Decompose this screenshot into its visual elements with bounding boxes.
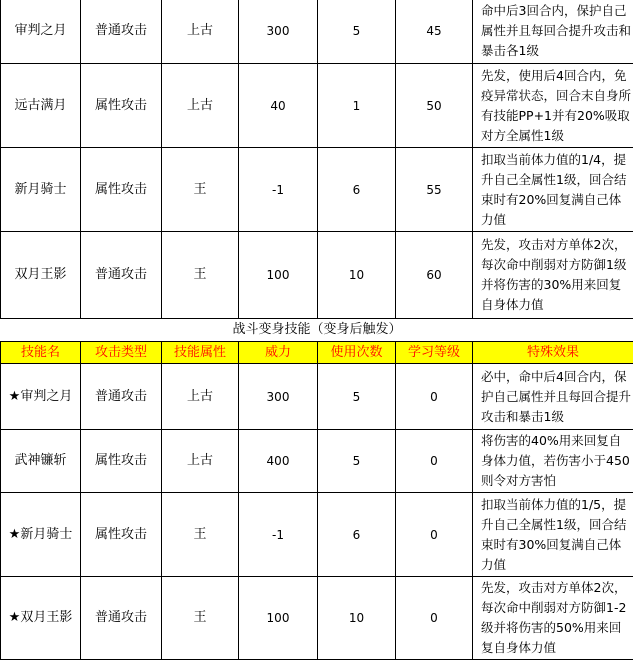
table-row [1,577,633,660]
attack-type: 属性攻击 [81,64,162,148]
attack-type: 属性攻击 [81,493,162,577]
attack-type: 普通攻击 [81,0,162,64]
header-row [1,342,633,364]
header-attack-type: 攻击类型 [81,342,162,364]
skill-uses: 1 [318,64,396,148]
attack-type: 普通攻击 [81,577,162,660]
header-skill-attribute: 技能属性 [162,342,239,364]
skill-attribute: 上古 [162,430,239,493]
skill-attribute: 王 [162,577,239,660]
special-effect: 先发，使用后4回合内，免疫异常状态，回合末自身所有技能PP+1并有20%吸取对方全属性1级 [473,64,633,148]
header-power: 威力 [239,342,318,364]
skill-name: 远古满月 [1,64,81,148]
skill-attribute: 王 [162,148,239,232]
special-effect: 命中后3回合内，保护自己属性并且每回合提升攻击和暴击各1级 [473,0,633,64]
skill-attribute: 上古 [162,364,239,430]
header-uses: 使用次数 [318,342,396,364]
skill-power: 100 [239,232,318,319]
special-effect: 扣取当前体力值的1/4，提升自己全属性1级，回合结束时有20%回复满自己体力值 [473,148,633,232]
skill-uses: 10 [318,577,396,660]
skill-attribute: 上古 [162,0,239,64]
special-effect: 必中，命中后4回合内，保护自己属性并且每回合提升攻击和暴击1级 [473,364,633,430]
skill-uses: 6 [318,493,396,577]
table-row [1,232,633,319]
skill-name: ★新月骑士 [1,493,81,577]
learn-level: 0 [396,577,473,660]
skill-uses: 10 [318,232,396,319]
skill-uses: 6 [318,148,396,232]
skill-power: 40 [239,64,318,148]
attack-type: 普通攻击 [81,364,162,430]
table-row [1,148,633,232]
skill-name: ★双月王影 [1,577,81,660]
skill-attribute: 王 [162,493,239,577]
header-special-effect: 特殊效果 [473,342,633,364]
skill-name: 武神镰斩 [1,430,81,493]
special-effect: 扣取当前体力值的1/5，提升自己全属性1级，回合结束时有30%回复满自己体力值 [473,493,633,577]
learn-level: 0 [396,493,473,577]
learn-level: 0 [396,364,473,430]
section-title: 战斗变身技能（变身后触发） [1,319,633,342]
skill-attribute: 王 [162,232,239,319]
table-row [1,430,633,493]
skill-uses: 5 [318,364,396,430]
skill-power: 300 [239,364,318,430]
skill-name: 新月骑士 [1,148,81,232]
skill-name: 双月王影 [1,232,81,319]
skill-power: 400 [239,430,318,493]
skill-power: 100 [239,577,318,660]
learn-level: 45 [396,0,473,64]
skill-name: ★审判之月 [1,364,81,430]
attack-type: 属性攻击 [81,148,162,232]
skill-attribute: 上古 [162,64,239,148]
skill-power: 300 [239,0,318,64]
skill-power: -1 [239,148,318,232]
table-row [1,364,633,430]
attack-type: 属性攻击 [81,430,162,493]
learn-level: 0 [396,430,473,493]
special-effect: 先发，攻击对方单体2次，每次命中削弱对方防御1级并将伤害的30%用来回复自身体力值 [473,232,633,319]
header-learn-level: 学习等级 [396,342,473,364]
table-row [1,64,633,148]
special-effect: 先发，攻击对方单体2次，每次命中削弱对方防御1-2级并将伤害的50%用来回复自身体力值 [473,577,633,660]
skill-power: -1 [239,493,318,577]
skill-name: 审判之月 [1,0,81,64]
section-row [1,319,633,342]
skill-uses: 5 [318,430,396,493]
header-skill-name: 技能名 [1,342,81,364]
learn-level: 50 [396,64,473,148]
learn-level: 60 [396,232,473,319]
attack-type: 普通攻击 [81,232,162,319]
table-row [1,493,633,577]
skill-uses: 5 [318,0,396,64]
learn-level: 55 [396,148,473,232]
special-effect: 将伤害的40%用来回复自身体力值，若伤害小于450则令对方害怕 [473,430,633,493]
table-row [1,0,633,64]
